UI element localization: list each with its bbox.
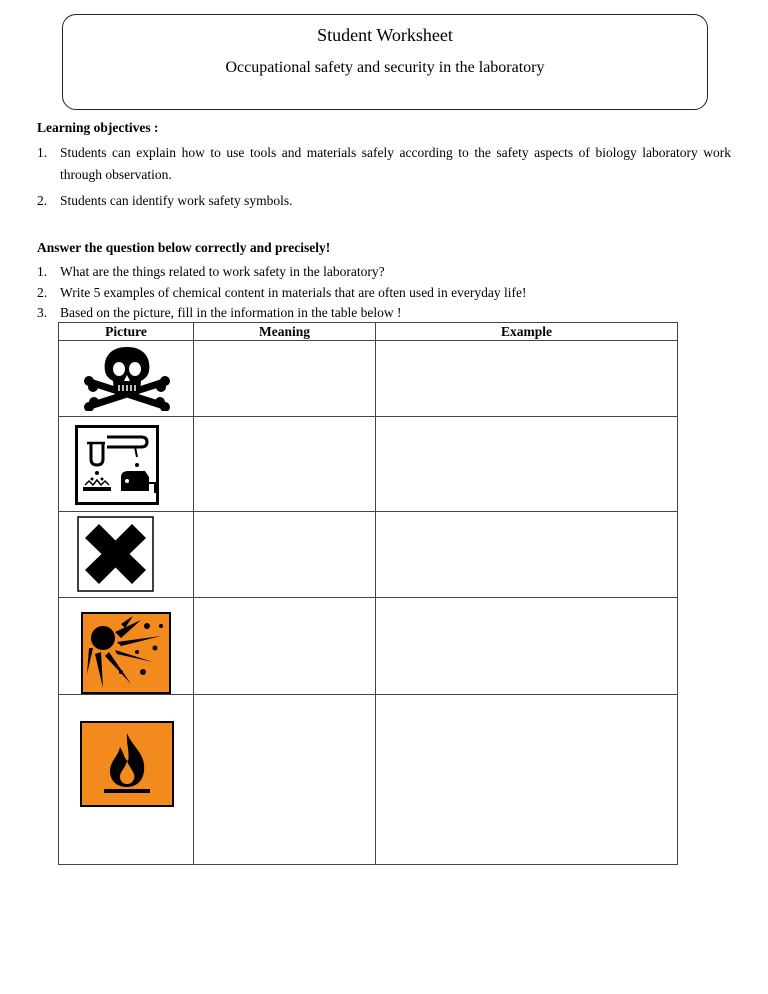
- picture-cell: [59, 695, 194, 865]
- question-text: Based on the picture, fill in the information in the table below !: [60, 305, 402, 320]
- table-row: [59, 417, 678, 512]
- question-number: 1.: [37, 264, 48, 279]
- example-cell[interactable]: [376, 512, 678, 598]
- meaning-cell[interactable]: [194, 598, 376, 695]
- hazard-symbol-table: [58, 322, 678, 865]
- question-item: [37, 284, 731, 301]
- objective-number: 1.: [37, 145, 48, 160]
- column-header-picture: Picture: [59, 323, 194, 341]
- picture-cell: [59, 598, 194, 695]
- table-row: [59, 512, 678, 598]
- skull-crossbones-icon: [79, 345, 175, 411]
- worksheet-header-box: [62, 14, 708, 110]
- question-item: [37, 304, 731, 321]
- question-text: Write 5 examples of chemical content in materials that are often used in everyday life!: [60, 285, 527, 300]
- explosive-icon: [81, 612, 171, 694]
- example-cell[interactable]: [376, 598, 678, 695]
- worksheet-subtitle: Occupational safety and security in the laboratory: [225, 59, 545, 76]
- meaning-cell[interactable]: [194, 341, 376, 417]
- question-item: [37, 263, 731, 280]
- objective-item: [37, 142, 731, 186]
- picture-cell: [59, 512, 194, 598]
- example-cell[interactable]: [376, 417, 678, 512]
- corrosive-icon: [75, 425, 159, 505]
- question-number: 3.: [37, 305, 48, 320]
- meaning-cell[interactable]: [194, 512, 376, 598]
- question-text: What are the things related to work safety in the laboratory?: [60, 264, 385, 279]
- objective-text: Students can identify work safety symbols.: [60, 193, 293, 208]
- example-cell[interactable]: [376, 695, 678, 865]
- meaning-cell[interactable]: [194, 417, 376, 512]
- table-row: [59, 598, 678, 695]
- picture-cell: [59, 341, 194, 417]
- picture-cell: [59, 417, 194, 512]
- questions-heading: Answer the question below correctly and precisely!: [37, 240, 331, 255]
- worksheet-title: Student Worksheet: [317, 25, 453, 45]
- harmful-x-icon: [77, 516, 154, 592]
- table-row: [59, 341, 678, 417]
- column-header-meaning: Meaning: [194, 323, 376, 341]
- flammable-icon: [80, 721, 174, 807]
- objectives-heading: Learning objectives :: [37, 120, 159, 135]
- column-header-example: Example: [376, 323, 678, 341]
- meaning-cell[interactable]: [194, 695, 376, 865]
- example-cell[interactable]: [376, 341, 678, 417]
- table-row: [59, 695, 678, 865]
- table-header-row: [59, 323, 678, 341]
- objective-text: Students can explain how to use tools and materials safely according to the safety aspects of biology laboratory work through observation.: [60, 145, 731, 182]
- objective-number: 2.: [37, 193, 48, 208]
- objective-item: [37, 190, 731, 212]
- question-number: 2.: [37, 285, 48, 300]
